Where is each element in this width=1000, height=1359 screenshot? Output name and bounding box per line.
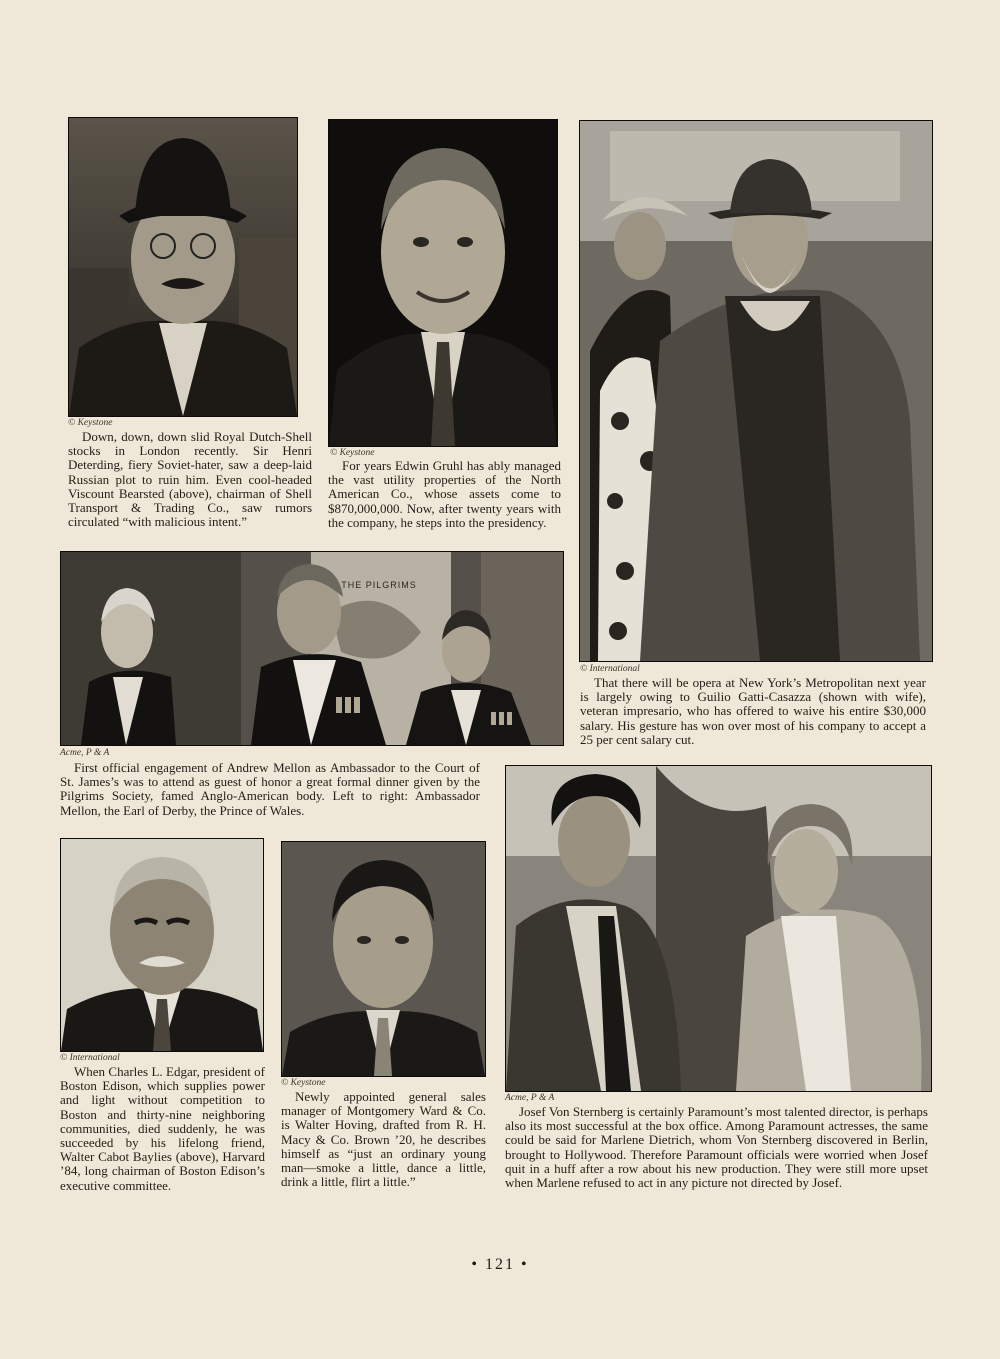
photo-caption: Down, down, down slid Royal Dutch-Shell stocks in London recently. Sir Henri Deterding, fiery Soviet-hater, saw a deep-laid Russian plot to ruin him. Even cool-headed Viscount Bearsted (above), chairman of Shell Transport & Trading Co., saw rumors circulated “with malicious intent.” [68,429,312,530]
photo-caption: When Charles L. Edgar, president of Boston Edison, which supplies power and light without competition to Boston and thirty-nine neighboring communities, died suddenly, he was succeeded by his lifelong friend, Walter Cabot Baylies (above), Harvard ’84, long chairman of Boston Edison’s executive committee. [60,1064,265,1193]
photo-gruhl [328,119,558,447]
photo-caption: First official engagement of Andrew Mellon as Ambassador to the Court of St. James’s was to attend as guest of honor a great formal dinner given by the Pilgrims Society, famed Anglo-American body. Left to right: Ambassador Mellon, the Earl of Derby, the Prince of Wales. [60,760,480,818]
photo-caption: Newly appointed general sales manager of Montgomery Ward & Co. is Walter Hoving, drafted from R. H. Macy & Co. Brown ’20, he describes himself as “just an ordinary young man—smoke a little, dance a little, drink a little, flirt a little.” [281,1089,486,1190]
photo-credit: © International [60,1053,120,1063]
photo-caption: For years Edwin Gruhl has ably managed the vast utility properties of the North American Co., whose assets come to $870,000,000. Now, after twenty years with the company, he steps into the presidency. [328,458,561,530]
photo-baylies [60,838,264,1052]
photo-pilgrims-society [60,551,564,746]
photo-credit: © Keystone [281,1078,326,1088]
photo-von-sternberg-dietrich [505,765,932,1092]
photo-credit: © International [580,664,640,674]
photo-credit: © Keystone [330,448,375,458]
page-number: • 121 • [471,1256,529,1273]
photo-credit: Acme, P & A [60,748,110,758]
photo-hoving [281,841,486,1077]
photo-bearsted [68,117,298,417]
photo-gatti-casazza [579,120,933,662]
photo-credit: Acme, P & A [505,1093,555,1103]
photo-caption: That there will be opera at New York’s Metropolitan next year is largely owing to Guilio Gatti-Casazza (shown with wife), veteran impresario, who has offered to waive his entire $30,000 salary. His gesture has won over most of his company to accept a 25 per cent salary cut. [580,675,926,747]
photo-credit: © Keystone [68,418,113,428]
photo-caption: Josef Von Sternberg is certainly Paramount’s most talented director, is perhaps also its most successful at the box office. Among Paramount actresses, the same could be said for Marlene Dietrich, whom Von Sternberg discovered in Berlin, brought to Hollywood. Therefore Paramount officials were worried when Josef quit in a huff after a row about his new production. They were still more upset when Marlene refused to act in any picture not directed by Josef. [505,1104,928,1191]
pilgrims-sign: THE PILGRIMS [341,580,417,590]
